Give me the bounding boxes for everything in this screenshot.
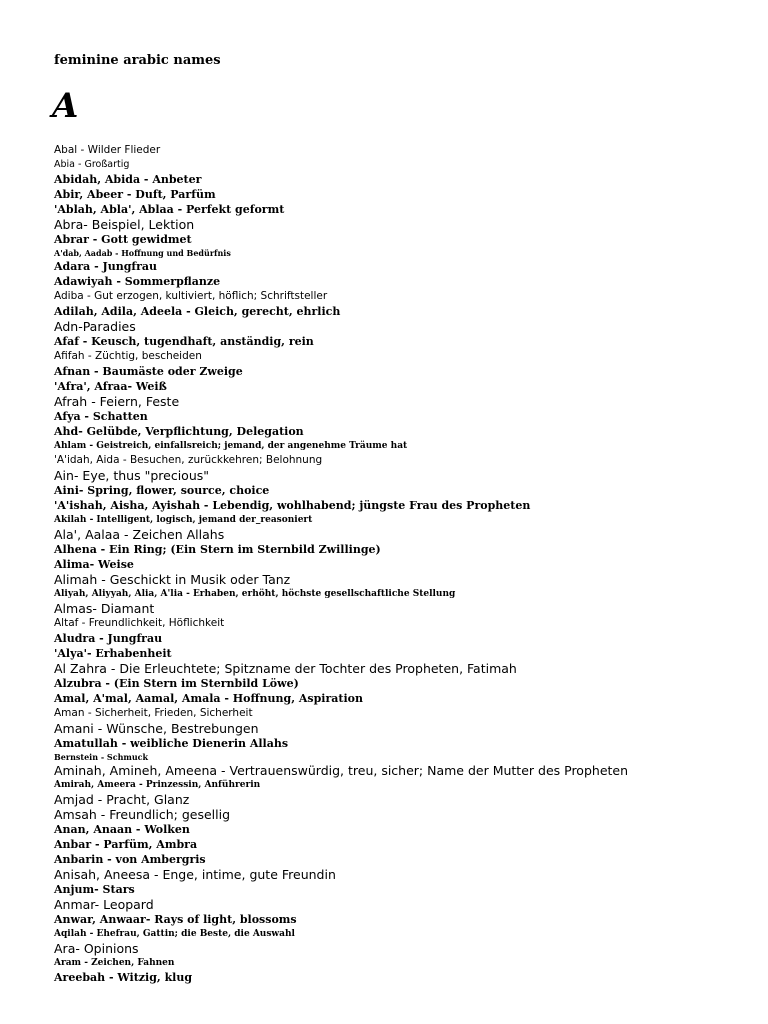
name-entry: Anbarin - von Ambergris [54, 853, 206, 866]
name-entry: Altaf - Freundlichkeit, Höflichkeit [54, 617, 225, 629]
name-entry: Anwar, Anwaar- Rays of light, blossoms [54, 913, 297, 926]
name-entry: Abra- Beispiel, Lektion [54, 217, 195, 232]
name-entry: Bernstein - Schmuck [54, 752, 149, 762]
name-entry: Anbar - Parfüm, Ambra [54, 838, 198, 851]
name-entry: Aman - Sicherheit, Frieden, Sicherheit [54, 707, 253, 719]
name-entry: Alhena - Ein Ring; (Ein Stern im Sternbild Zwillinge) [54, 543, 381, 556]
name-entry: Ara- Opinions [54, 941, 139, 956]
name-entry: Abir, Abeer - Duft, Parfüm [54, 188, 216, 201]
name-entry: Adiba - Gut erzogen, kultiviert, höflich; Schriftsteller [54, 290, 328, 302]
name-entry: Aqilah - Ehefrau, Gattin; die Beste, die Auswahl [54, 929, 295, 939]
name-entry: Al Zahra - Die Erleuchtete; Spitzname der Tochter des Propheten, Fatimah [54, 661, 517, 676]
name-entry: Afrah - Feiern, Feste [54, 394, 180, 409]
name-entry: Aram - Zeichen, Fahnen [54, 958, 175, 968]
name-entry: 'A'ishah, Aisha, Ayishah - Lebendig, wohlhabend; jüngste Frau des Propheten [54, 499, 531, 512]
name-entry: Amirah, Ameera - Prinzessin, Anführerin [54, 780, 261, 790]
name-entry: Abrar - Gott gewidmet [54, 233, 192, 246]
name-entry: Abidah, Abida - Anbeter [54, 173, 202, 186]
name-entry: Afnan - Baumäste oder Zweige [54, 365, 243, 378]
name-entry: Akilah - Intelligent, logisch, jemand der_reasoniert [54, 515, 313, 525]
name-entry: Amjad - Pracht, Glanz [54, 792, 190, 807]
name-entry: Amal, A'mal, Aamal, Amala - Hoffnung, Aspiration [54, 692, 363, 705]
name-entry: Alima- Weise [54, 558, 134, 571]
name-entry: 'Alya'- Erhabenheit [54, 647, 172, 660]
name-entry: Abal - Wilder Flieder [54, 144, 161, 156]
name-entry: Aliyah, Aliyyah, Alia, A'lia - Erhaben, erhöht, höchste gesellschaftliche Stellung [54, 589, 456, 599]
name-entry: Almas- Diamant [54, 601, 155, 616]
name-entry: Adilah, Adila, Adeela - Gleich, gerecht, ehrlich [54, 305, 341, 318]
name-entry: Areebah - Witzig, klug [54, 971, 193, 984]
name-entry: Afaf - Keusch, tugendhaft, anständig, rein [54, 335, 314, 348]
name-entry: 'Afra', Afraa- Weiß [54, 380, 167, 393]
name-entry: Adn-Paradies [54, 319, 136, 334]
name-entry: Amani - Wünsche, Bestrebungen [54, 721, 259, 736]
name-entry: Adawiyah - Sommerpflanze [54, 275, 221, 288]
name-list [54, 143, 754, 985]
name-entry: Ain- Eye, thus "precious" [54, 468, 210, 483]
name-entry: Ala', Aalaa - Zeichen Allahs [54, 527, 225, 542]
name-entry: Adara - Jungfrau [54, 260, 158, 273]
page-title: feminine arabic names [54, 53, 221, 68]
name-entry: Abia - Großartig [54, 159, 130, 170]
name-entry: Amsah - Freundlich; gesellig [54, 807, 231, 822]
name-entry: Amatullah - weibliche Dienerin Allahs [54, 737, 289, 750]
name-entry: Anan, Anaan - Wolken [54, 823, 190, 836]
name-entry: Aludra - Jungfrau [54, 632, 163, 645]
name-entry: Anisah, Aneesa - Enge, intime, gute Freundin [54, 867, 336, 882]
name-entry: Ahd- Gelübde, Verpflichtung, Delegation [54, 425, 304, 438]
name-entry: Anjum- Stars [54, 883, 135, 896]
name-entry: Alimah - Geschickt in Musik oder Tanz [54, 572, 291, 587]
name-entry: Afifah - Züchtig, bescheiden [54, 350, 202, 362]
name-entry: 'Ablah, Abla', Ablaa - Perfekt geformt [54, 203, 285, 216]
name-entry: Aminah, Amineh, Ameena - Vertrauenswürdig, treu, sicher; Name der Mutter des Propheten [54, 763, 629, 778]
name-entry: Alzubra - (Ein Stern im Sternbild Löwe) [54, 677, 299, 690]
name-entry: Anmar- Leopard [54, 897, 154, 912]
name-entry: Aini- Spring, flower, source, choice [54, 484, 270, 497]
section-initial: A [52, 86, 79, 126]
name-entry: A'dab, Aadab - Hoffnung und Bedürfnis [54, 248, 231, 258]
name-entry: 'A'idah, Aida - Besuchen, zurückkehren; Belohnung [54, 454, 323, 466]
name-entry: Afya - Schatten [54, 410, 148, 423]
name-entry: Ahlam - Geistreich, einfallsreich; jemand, der angenehme Träume hat [54, 441, 408, 451]
